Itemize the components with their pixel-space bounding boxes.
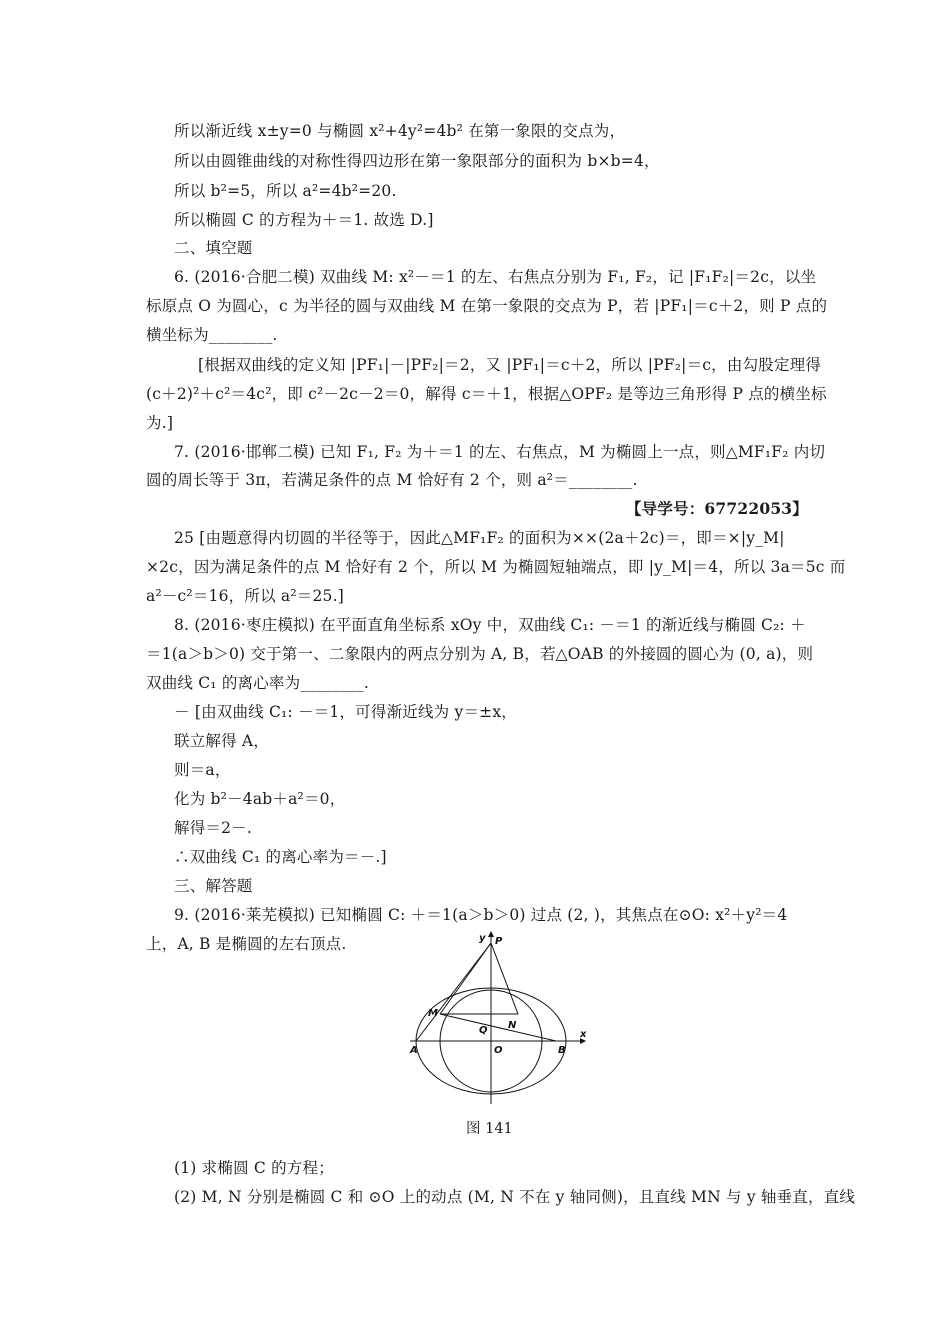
guide-number: 【导学号：67722053】 [625, 499, 808, 518]
subquestion-2: (2) M, N 分别是椭圆 C 和 ⊙O 上的动点 (M, N 不在 y 轴同侧)，且直线 MN 与 y 轴垂直，直线 [174, 1188, 856, 1206]
question-9: 9. (2016·莱芜模拟) 已知椭圆 C: ＋＝1(a＞b＞0) 过点 (2, )，其焦点在⊙O: x²＋y²＝4 [174, 906, 788, 924]
label-a: A [410, 1045, 418, 1056]
answer-6: [根据双曲线的定义知 |PF₁|－|PF₂|＝2，又 |PF₁|＝c＋2，所以 |PF₂|＝c，由勾股定理得 [198, 356, 822, 374]
question-8: 8. (2016·枣庄模拟) 在平面直角坐标系 xOy 中，双曲线 C₁: －＝1 的渐近线与椭圆 C₂: ＋ [174, 616, 806, 634]
label-q: Q [479, 1025, 488, 1036]
text-line: 所以渐近线 x±y=0 与椭圆 x²+4y²=4b² 在第一象限的交点为， [174, 122, 626, 140]
text-line: 圆的周长等于 3π，若满足条件的点 M 恰好有 2 个，则 a²＝________. [146, 471, 638, 489]
label-y: y [479, 933, 486, 944]
section-heading: 三、解答题 [174, 877, 253, 895]
text-line: 所以 b²=5，所以 a²=4b²=20. [174, 182, 397, 200]
text-line: 上，A, B 是椭圆的左右顶点. [146, 935, 347, 953]
line-mp [440, 943, 491, 1014]
label-b: B [558, 1045, 566, 1056]
question-6: 6. (2016·合肥二模) 双曲线 M: x²－＝1 的左、右焦点分别为 F₁, F₂，记 |F₁F₂|＝2c，以坐 [174, 268, 817, 286]
text-line: 横坐标为________. [146, 326, 278, 344]
text-line: 化为 b²－4ab＋a²＝0， [174, 790, 346, 808]
label-p: P [495, 936, 503, 947]
figure-caption: 图 141 [466, 1121, 513, 1137]
text-line: 标原点 O 为圆心，c 为半径的圆与双曲线 M 在第一象限的交点为 P，若 |PF₁|＝c＋2，则 P 点的 [146, 297, 828, 315]
y-axis-arrow [488, 931, 494, 937]
answer-7: 25 [由题意得内切圆的半径等于，因此△MF₁F₂ 的面积为××(2a＋2c)＝，即＝×|y_M| [174, 529, 785, 547]
text-line: 解得＝2－. [174, 819, 252, 837]
text-line: ×2c，因为满足条件的点 M 恰好有 2 个，所以 M 为椭圆短轴端点，即 |y_M|＝4，所以 3a＝5c 而 [146, 558, 846, 576]
line-mb [440, 1014, 556, 1041]
label-n: N [508, 1020, 517, 1031]
line-pn [491, 943, 518, 1014]
text-line: ＝1(a＞b＞0) 交于第一、二象限内的两点分别为 A, B，若△OAB 的外接圆的圆心为 (0, a)，则 [146, 645, 814, 663]
text-line: 所以椭圆 C 的方程为＋＝1. 故选 D.] [174, 211, 434, 229]
subquestion-1: (1) 求椭圆 C 的方程； [174, 1159, 334, 1177]
text-line: 双曲线 C₁ 的离心率为________. [146, 674, 370, 692]
answer-8: － [由双曲线 C₁: －＝1，可得渐近线为 y＝±x， [174, 703, 517, 721]
question-7: 7. (2016·邯郸二模) 已知 F₁, F₂ 为＋＝1 的左、右焦点，M 为椭圆上一点，则△MF₁F₂ 内切 [174, 443, 826, 461]
text-line: a²－c²＝16，所以 a²＝25.] [146, 587, 344, 605]
text-line: (c＋2)²＋c²＝4c²，即 c²－2c－2＝0，解得 c＝＋1，根据△OPF₂ 是等边三角形得 P 点的横坐标 [146, 385, 827, 403]
text-line: 则＝a， [174, 761, 231, 779]
label-m: M [428, 1008, 438, 1019]
section-heading: 二、填空题 [174, 239, 253, 257]
label-o: O [494, 1045, 503, 1056]
ellipse-circle-figure [408, 928, 588, 1108]
label-x: x [580, 1029, 587, 1040]
text-line: ∴双曲线 C₁ 的离心率为＝－.] [174, 848, 387, 866]
text-line: 为.] [146, 414, 174, 432]
text-line: 所以由圆锥曲线的对称性得四边形在第一象限部分的面积为 b×b=4， [174, 152, 660, 170]
text-line: 联立解得 A， [174, 732, 270, 750]
